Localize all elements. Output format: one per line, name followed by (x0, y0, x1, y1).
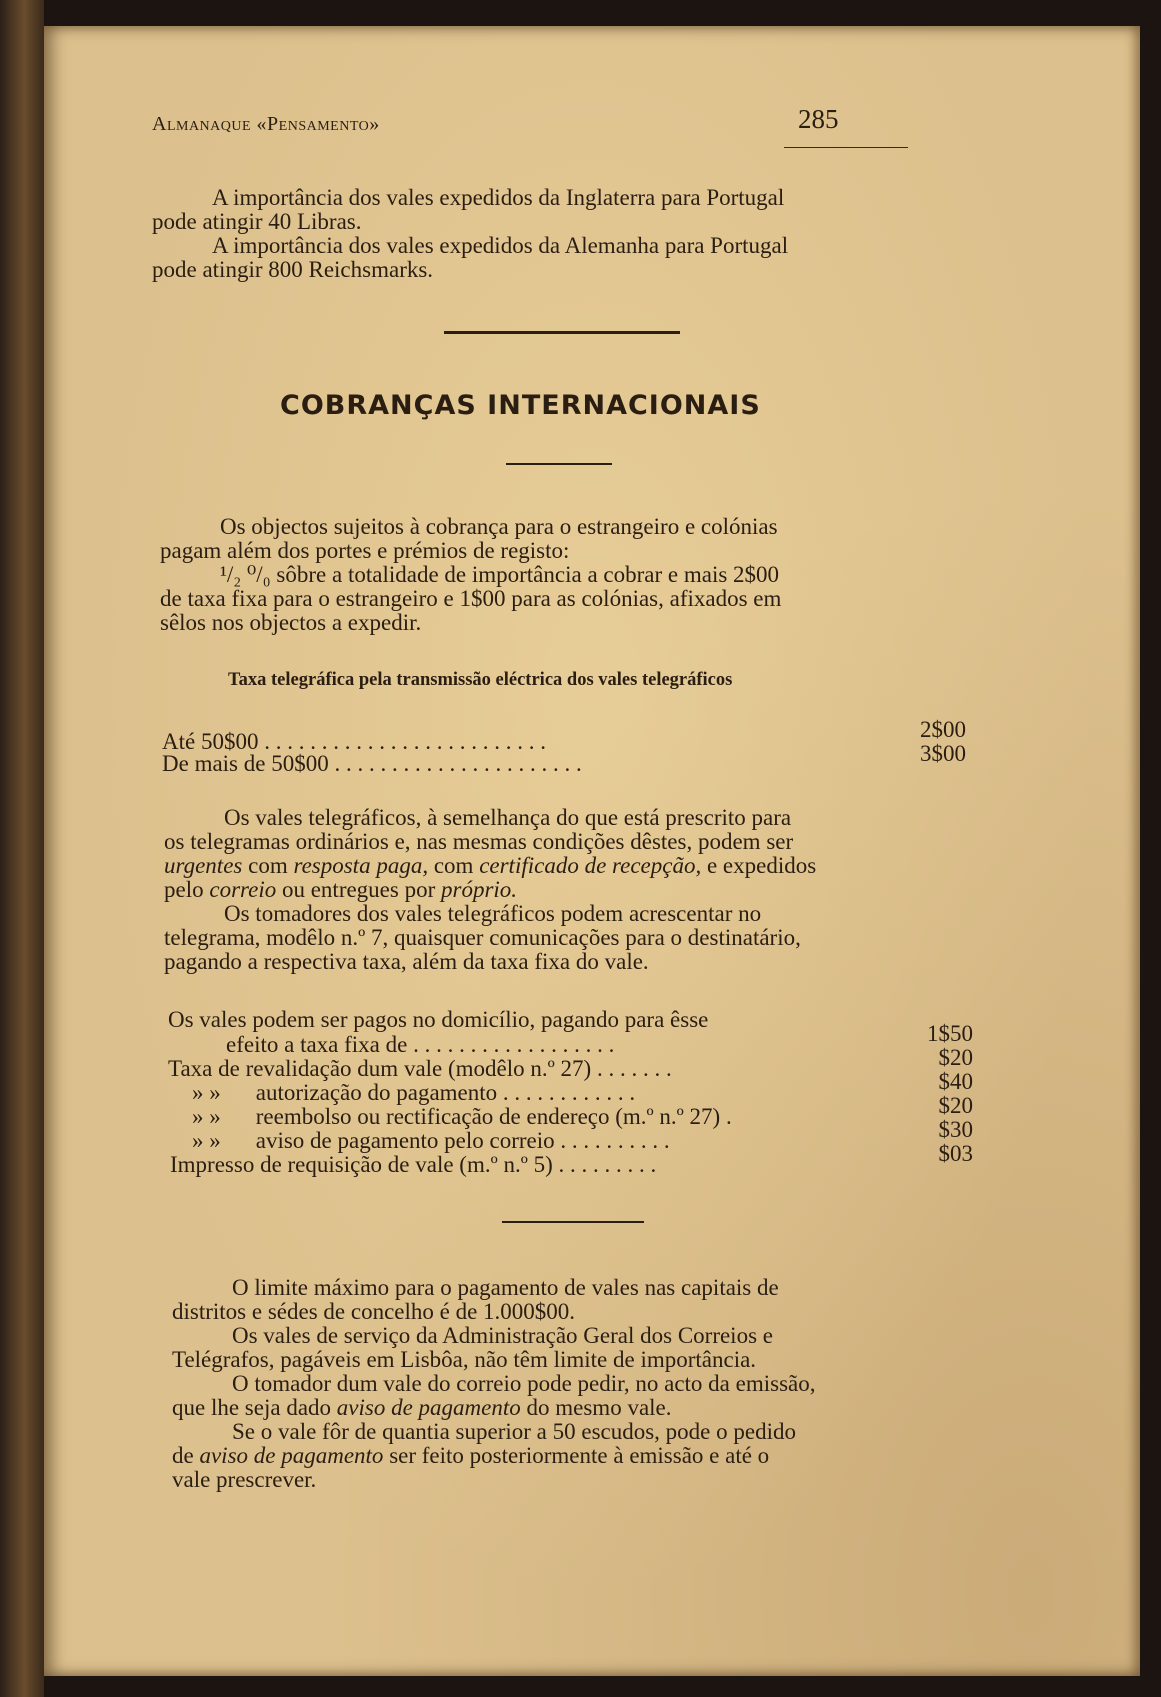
fee-amount: $20 (938, 1093, 973, 1118)
fee-label: efeito a taxa fixa de (226, 1032, 408, 1057)
intro-line: A importância dos vales expedidos da Alemanha para Portugal (212, 233, 789, 258)
telegraph-line-italic: urgentes (164, 853, 243, 878)
ditto-marks: » » (192, 1128, 221, 1153)
fee-label: Impresso de requisição de vale (m.º n.º 5) (170, 1152, 553, 1177)
fee-amount: 1$50 (927, 1021, 973, 1046)
telegraph-fee-row (162, 752, 582, 776)
intro-line: A importância dos vales expedidos da Inglaterra para Portugal (212, 185, 785, 210)
fees-row (226, 1033, 614, 1057)
fee-leader: . . . . . . . . . . . . . . . . . . . . . . (334, 751, 582, 776)
fee-leader: . . . . . . . . . . . . . . . . . . (413, 1032, 615, 1057)
intro-line: pode atingir 800 Reichsmarks. (152, 257, 434, 282)
fee-amount: 2$00 (920, 717, 966, 742)
fee-leader: . . . . . . . . . . . . . . . . . . . . . . . . . (264, 729, 546, 754)
fee-label: Taxa de revalidação dum vale (modêlo n.º 27) (168, 1056, 592, 1081)
collection-line: Os objectos sujeitos à cobrança para o estrangeiro e colónias (220, 514, 778, 539)
closing-line: O limite máximo para o pagamento de vales nas capitais de (232, 1275, 779, 1300)
closing-line: Os vales de serviço da Administração Geral dos Correios e (232, 1323, 773, 1348)
book-spine (0, 0, 44, 1697)
telegraph-line: telegrama, modêlo n.º 7, quaisquer comunicações para o destinatário, (164, 925, 801, 950)
fee-label: De mais de 50$00 (162, 751, 329, 776)
closing-line: Telégrafos, pagáveis em Lisbôa, não têm limite de importância. (172, 1347, 757, 1372)
fee-amount: $20 (938, 1045, 973, 1070)
fee-amount: $03 (938, 1141, 973, 1166)
fee-amount: 3$00 (920, 741, 966, 766)
fees-row (192, 1081, 635, 1105)
closing-paragraph: O limite máximo para o pagamento de vales nas capitais de distritos e sédes de concelho é de 1.000$00. Os vales de serviço da Administração Geral dos Correios e Telégrafos, pagáveis em Lisbôa, não têm limite de importância. O tomador dum vale do correio pode pedir, no acto da emissão, que lhe seja dado aviso de pagamento do mesmo vale. Se o vale fôr de quantia superior a 50 escudos, pode o pedido de aviso de pagamento ser feito posteriormente à emissão e até o vale prescrever. (172, 1275, 816, 1492)
fee-leader: . . . . . . . (596, 1056, 672, 1081)
fees-row (192, 1129, 670, 1153)
section-divider (502, 1221, 644, 1223)
fee-leader: . . . . . . . . . . (560, 1128, 670, 1153)
telegraph-paragraph: Os vales telegráficos, à semelhança do que está prescrito para os telegramas ordinários e, nas mesmas condições dêstes, podem ser urgentes com resposta paga, com certificado de recepção, e expedidos pelo correio ou entregues por próprio. Os tomadores dos vales telegráficos podem acrescentar no telegrama, modêlo n.º 7, quaisquer comunicações para o destinatário, pagando a respectiva taxa, além da taxa fixa do vale. (164, 805, 817, 974)
closing-line: distritos e sédes de concelho é de 1.000$00. (172, 1299, 576, 1324)
closing-line: vale prescrever. (172, 1467, 317, 1492)
section-divider (444, 331, 680, 334)
ditto-marks: » » (192, 1104, 221, 1129)
fee-leader: . (725, 1104, 732, 1129)
collection-line: pagam além dos portes e prémios de registo: (160, 538, 570, 563)
fees-intro: Os vales podem ser pagos no domicílio, pagando para êsse (168, 1007, 709, 1032)
fees-row (170, 1153, 656, 1177)
fee-leader: . . . . . . . . . (558, 1152, 657, 1177)
intro-line: pode atingir 40 Libras. (152, 209, 362, 234)
fee-label: aviso de pagamento pelo correio (255, 1128, 555, 1153)
fees-row (168, 1057, 672, 1081)
fee-label: Até 50$00 (162, 729, 259, 754)
intro-paragraph (152, 186, 972, 282)
section-title: COBRANÇAS INTERNACIONAIS (280, 390, 761, 421)
fees-row (192, 1105, 732, 1129)
collection-line: ¹/₂ ⁰/₀ sôbre a totalidade de importância a cobrar e mais 2$00 (220, 562, 780, 587)
fee-label: reembolso ou rectificação de endereço (m.º n.º 27) (255, 1104, 721, 1129)
running-header-title: Almanaque «Pensamento» (152, 113, 380, 135)
closing-line: O tomador dum vale do correio pode pedir, no acto da emissão, (232, 1371, 816, 1396)
fee-label: autorização do pagamento (255, 1080, 498, 1105)
title-underline (506, 463, 612, 465)
fee-amount: $40 (938, 1069, 973, 1094)
telegraph-line: os telegramas ordinários e, nas mesmas condições dêstes, podem ser (164, 829, 794, 854)
ditto-marks: » » (192, 1080, 221, 1105)
fee-leader: . . . . . . . . . . . . (502, 1080, 636, 1105)
fee-amount: $30 (938, 1117, 973, 1142)
closing-line: Se o vale fôr de quantia superior a 50 escudos, pode o pedido (232, 1419, 796, 1444)
collection-line: sêlos nos objectos a expedir. (160, 610, 422, 635)
collection-paragraph (160, 515, 980, 635)
page-number: 285 (784, 104, 908, 148)
telegraph-line: Os vales telegráficos, à semelhança do que está prescrito para (224, 805, 792, 830)
telegraph-fee-heading: Taxa telegráfica pela transmissão eléctrica dos vales telegráficos (228, 670, 733, 690)
telegraph-line: Os tomadores dos vales telegráficos podem acrescentar no (224, 901, 762, 926)
telegraph-line: pagando a respectiva taxa, além da taxa fixa do vale. (164, 949, 649, 974)
collection-line: de taxa fixa para o estrangeiro e 1$00 para as colónias, afixados em (160, 586, 782, 611)
